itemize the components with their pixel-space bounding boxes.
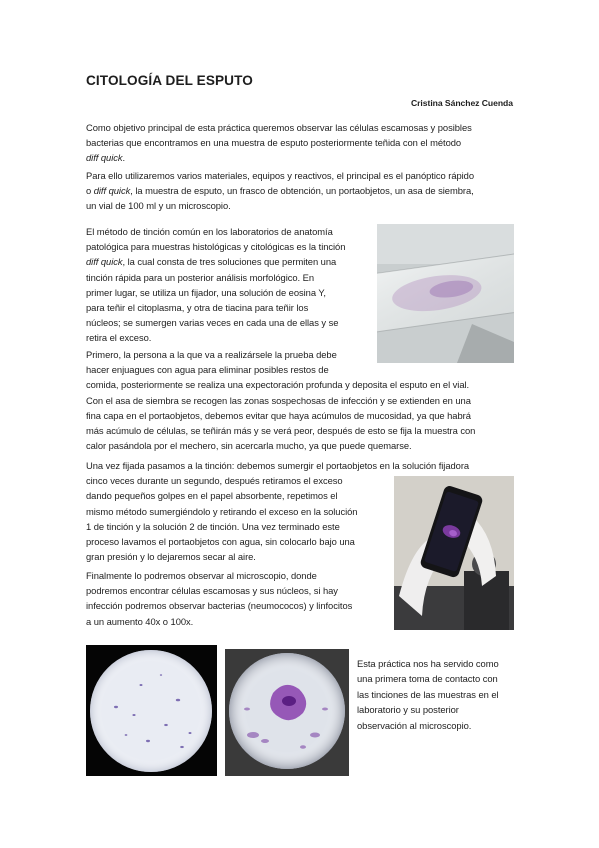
micrograph-low-power bbox=[86, 645, 217, 776]
document-title: CITOLOGÍA DEL ESPUTO bbox=[86, 73, 253, 88]
text-line: Una vez fijada pasamos a la tinción: debemos sumergir el portaobjetos en la solución fijadora bbox=[86, 460, 470, 471]
text-line: primer lugar, se utiliza un fijador, una solución de eosina Y, bbox=[86, 286, 326, 298]
text-fragment: , la muestra de esputo, un frasco de obtención, un portaobjetos, un asa de siembra, bbox=[130, 185, 474, 197]
text-line: gran presión y lo dejaremos secar al aire. bbox=[86, 551, 256, 563]
micrograph-field bbox=[86, 645, 217, 776]
text-line: podremos encontrar células escamosas y sus núcleos, si hay bbox=[86, 585, 338, 597]
phone-illustration bbox=[394, 476, 514, 630]
method-name: diff quick bbox=[86, 152, 123, 164]
text-line: patológica para muestras histológicas y citológicas es la tinción bbox=[86, 241, 346, 253]
punctuation: . bbox=[122, 152, 126, 164]
text-line: El método de tinción común en los laboratorios de anatomía bbox=[86, 226, 333, 237]
text-line: núcleos; se sumergen varias veces en cada una de ellas y se bbox=[86, 317, 339, 329]
text-line: dando pequeños golpes en el papel absorbente, repetimos el bbox=[86, 490, 338, 502]
text-line: más acúmulo de células, se teñirán más y se verá peor, después de esto se fija la muestra con bbox=[86, 425, 476, 437]
text-line: 1 de tinción y la solución 2 de tinción. Una vez terminado este bbox=[86, 520, 340, 532]
text-line: observación al microscopio. bbox=[357, 719, 472, 731]
text-line: retira el exceso. bbox=[86, 332, 152, 344]
text-line bbox=[86, 183, 518, 198]
text-line: mismo método sumergiéndolo y retirando el exceso en la solución bbox=[86, 505, 358, 517]
text-fragment: , la cual consta de tres soluciones que permiten una bbox=[122, 256, 337, 268]
paragraph-materials bbox=[86, 168, 518, 214]
text-line: Finalmente lo podremos observar al microscopio, donde bbox=[86, 570, 317, 581]
text-line: hacer enjuagues con agua para eliminar posibles restos de bbox=[86, 364, 329, 376]
method-name: diff quick bbox=[86, 256, 123, 268]
phone-microscope-photo bbox=[394, 476, 514, 630]
text-line: calor pasándola por el mechero, sin acercarla mucho, ya que puede quemarse. bbox=[86, 440, 412, 452]
text-line: infección podremos observar bacterias (neumococos) y linfocitos bbox=[86, 600, 353, 612]
text-line: Como objetivo principal de esta práctica queremos observar las células escamosas y posibles bbox=[86, 122, 472, 133]
text-line bbox=[86, 254, 370, 269]
text-fragment: o bbox=[86, 185, 94, 197]
text-line: Con el asa de siembra se recogen las zonas sospechosas de infección y se extienden en una bbox=[86, 394, 471, 406]
text-line: una primera toma de contacto con bbox=[357, 673, 498, 685]
micrograph-cells bbox=[225, 649, 349, 776]
text-line: Para ello utilizaremos varios materiales, equipos y reactivos, el principal es el panóptico rápido bbox=[86, 170, 475, 181]
paragraph-conclusion bbox=[357, 656, 527, 733]
paragraph-staining-method bbox=[86, 224, 370, 346]
slide-illustration bbox=[377, 224, 514, 363]
text-line: fina capa en el portaobjetos, debemos evitar que haya acúmulos de mucosidad, ya que habrá bbox=[86, 409, 471, 421]
slide-photo bbox=[377, 224, 514, 363]
text-line: comida, posteriormente se realiza una expectoración profunda y deposita el esputo en el vial. bbox=[86, 379, 470, 391]
paragraph-observation bbox=[86, 568, 386, 629]
method-name: diff quick bbox=[93, 185, 131, 197]
text-line: laboratorio y su posterior bbox=[357, 704, 459, 716]
text-line: Esta práctica nos ha servido como bbox=[357, 658, 499, 669]
author-name: Cristina Sánchez Cuenda bbox=[410, 98, 513, 108]
text-line: un vial de 100 ml y un microscopio. bbox=[86, 200, 231, 212]
text-line: tinción rápida para un posterior análisis morfológico. En bbox=[86, 271, 315, 283]
paragraph-objective bbox=[86, 120, 518, 166]
text-line: Primero, la persona a la que va a realizársele la prueba debe bbox=[86, 349, 337, 360]
text-line: para teñir el citoplasma, y otra de tiacina para teñir los bbox=[86, 302, 309, 314]
text-line: a un aumento 40x o 100x. bbox=[86, 615, 194, 627]
text-line: bacterias que encontramos en una muestra de esputo posteriormente teñida con el método bbox=[86, 137, 462, 149]
text-line: cinco veces durante un segundo, después retiramos el exceso bbox=[86, 475, 343, 487]
text-line: proceso lavamos el portaobjetos con agua, sin colocarlo bajo una bbox=[86, 536, 355, 548]
text-line bbox=[86, 150, 518, 165]
text-line: las tinciones de las muestras en el bbox=[357, 688, 499, 700]
micrograph-stained-cells bbox=[225, 649, 349, 776]
